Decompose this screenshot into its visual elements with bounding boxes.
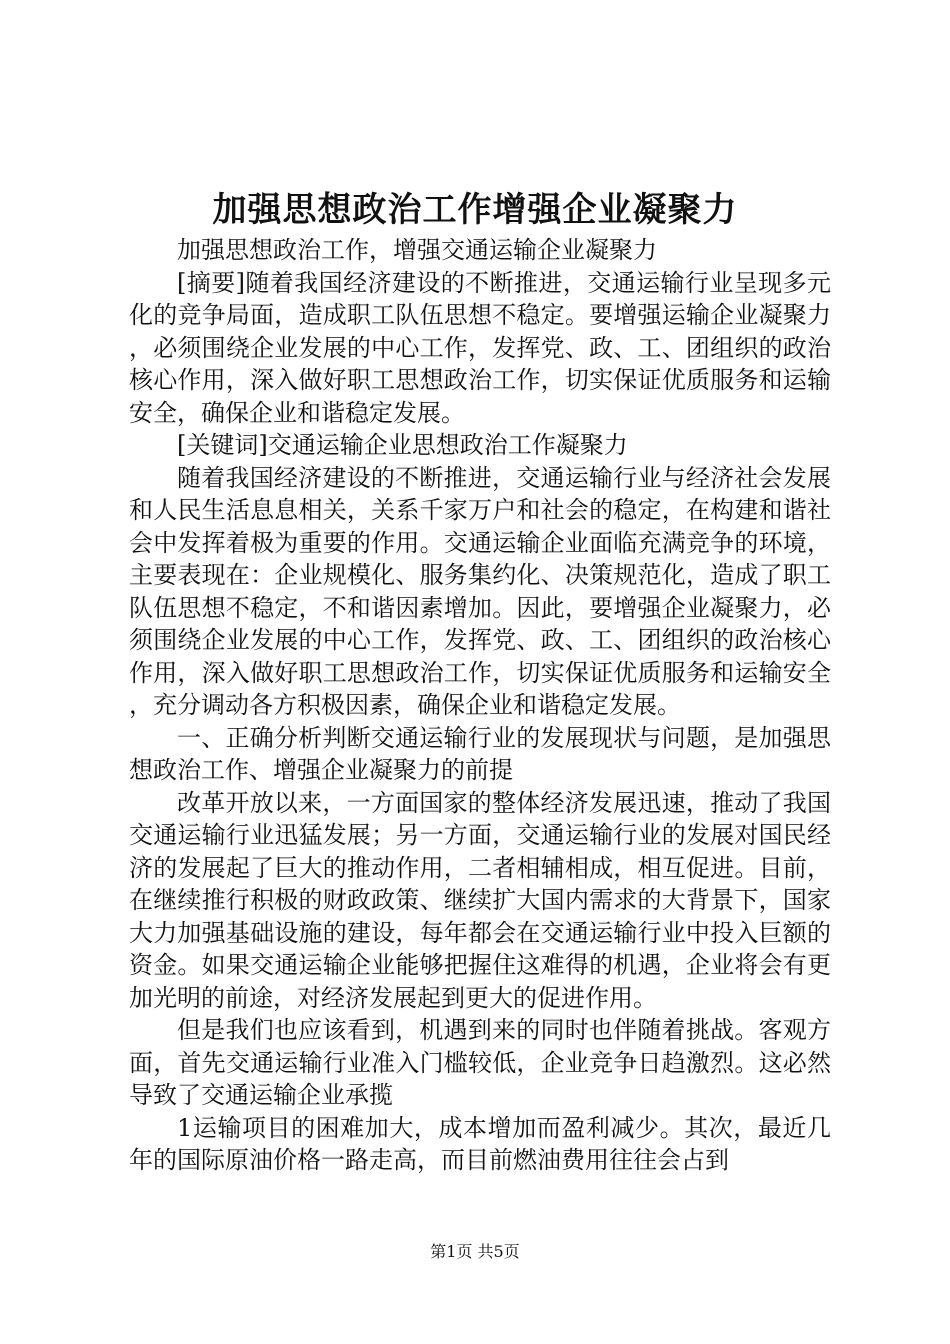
body-paragraph: 1运输项目的困难加大，成本增加而盈利减少。其次，最近几年的国际原油价格一路走高，而目前燃油费用往往会占到 — [129, 1113, 831, 1174]
subtitle-paragraph: 加强思想政治工作，增强交通运输企业凝聚力 — [177, 236, 657, 264]
document-body — [129, 234, 831, 1177]
body-paragraph: 改革开放以来，一方面国家的整体经济发展迅速，推动了我国交通运输行业迅猛发展；另一方面，交通运输行业的发展对国民经济的发展起了巨大的推动作用，二者相辅相成，相互促进。目前，在继续推行积极的财政政策、继续扩大国内需求的大背景下，国家大力加强基础设施的建设，每年都会在交通运输行业中投入巨额的资金。如果交通运输企业能够把握住这难得的机遇，企业将会有更加光明的前途，对经济发展起到更大的促进作用。 — [129, 788, 831, 1012]
keywords-paragraph: [关键词]交通运输企业思想政治工作凝聚力 — [177, 431, 628, 459]
abstract-paragraph: [摘要]随着我国经济建设的不断推进，交通运输行业呈现多元化的竞争局面，造成职工队伍思想不稳定。要增强运输企业凝聚力，必须围绕企业发展的中心工作，发挥党、政、工、团组织的政治核心作用，深入做好职工思想政治工作，切实保证优质服务和运输安全，确保企业和谐稳定发展。 — [129, 268, 831, 427]
intro-paragraph: 随着我国经济建设的不断推进，交通运输行业与经济社会发展和人民生活息息相关，关系千家万户和社会的稳定，在构建和谐社会中发挥着极为重要的作用。交通运输企业面临充满竞争的环境，主要表现在：企业规模化、服务集约化、决策规范化，造成了职工队伍思想不稳定，不和谐因素增加。因此，要增强企业凝聚力，必须围绕企业发展的中心工作，发挥党、政、工、团组织的政治核心作用，深入做好职工思想政治工作，切实保证优质服务和运输安全，充分调动各方积极因素，确保企业和谐稳定发展。 — [129, 463, 831, 719]
body-paragraph: 但是我们也应该看到，机遇到来的同时也伴随着挑战。客观方面，首先交通运输行业准入门槛较低，企业竞争日趋激烈。这必然导致了交通运输企业承揽 — [129, 1016, 831, 1109]
section-heading-1: 一、正确分析判断交通运输行业的发展现状与问题，是加强思想政治工作、增强企业凝聚力的前提 — [129, 723, 831, 784]
page-footer: 第1页 共5页 — [430, 1242, 520, 1261]
document-title: 加强思想政治工作增强企业凝聚力 — [212, 190, 738, 230]
